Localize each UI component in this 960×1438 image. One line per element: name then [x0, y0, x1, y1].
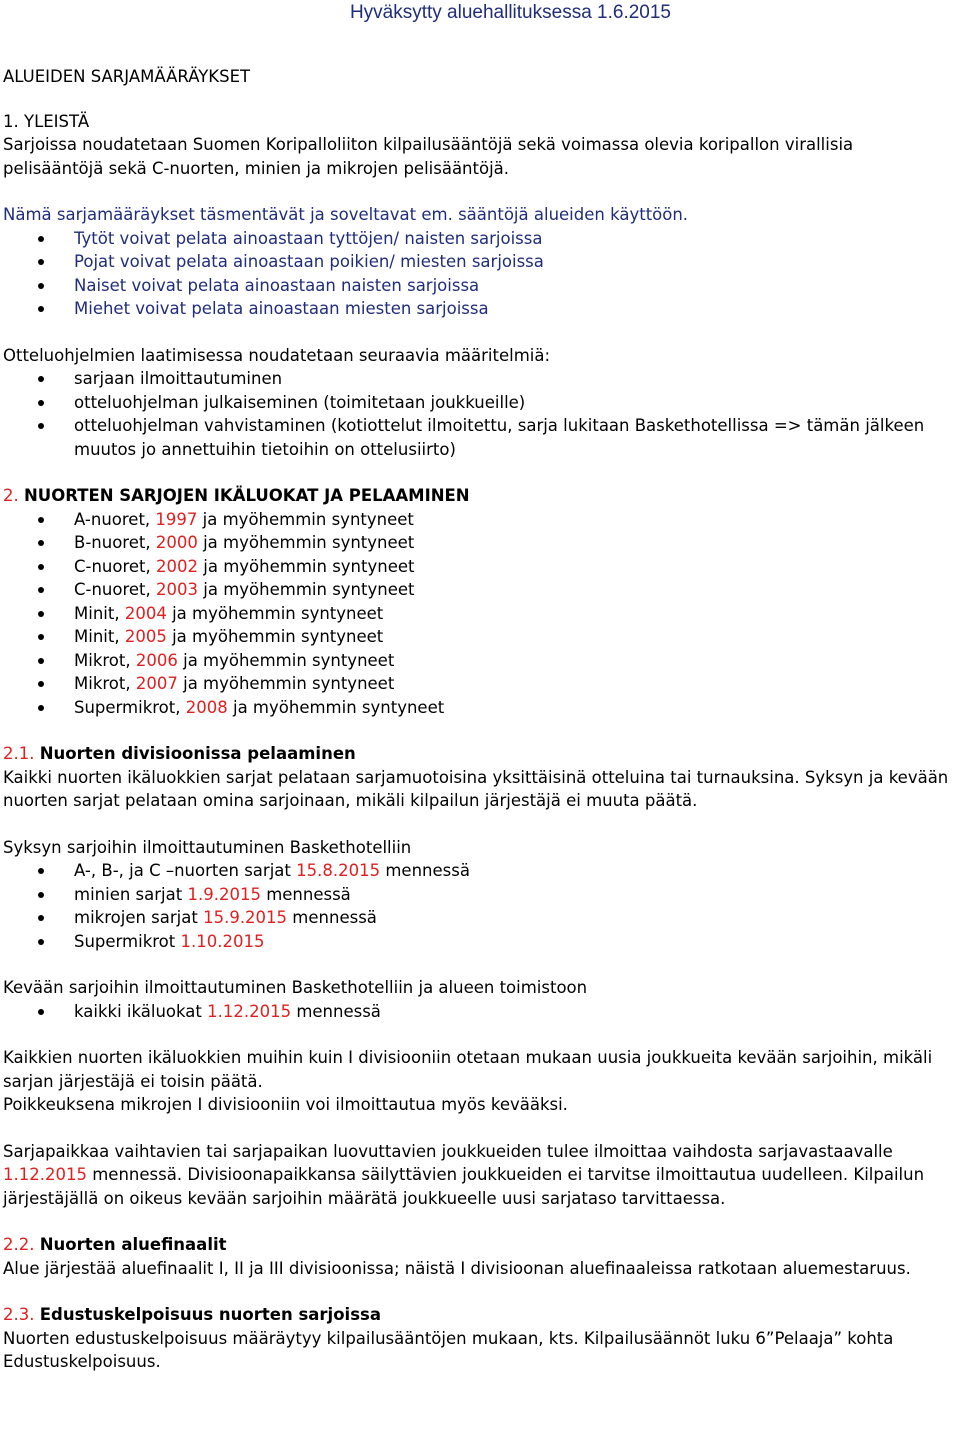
- section-1-heading: 1. YLEISTÄ: [3, 111, 90, 131]
- gender-rules-list: [3, 227, 958, 321]
- definitions-list: [3, 367, 958, 461]
- list-item: Mikrot, 2006 ja myöhemmin syntyneet: [3, 649, 958, 673]
- list-item: Mikrot, 2007 ja myöhemmin syntyneet: [3, 672, 958, 696]
- autumn-deadlines-list: [3, 859, 958, 953]
- list-item: mikrojen sarjat 15.9.2015 mennessä: [3, 906, 958, 930]
- list-item: Supermikrot 1.10.2015: [3, 930, 958, 954]
- section-1-paragraph-2: Nämä sarjamääräykset täsmentävät ja soveltavat em. sääntöjä alueiden käyttöön.: [3, 205, 689, 224]
- list-item: A-nuoret, 1997 ja myöhemmin syntyneet: [3, 508, 958, 532]
- approval-header: Hyväksytty aluehallituksessa 1.6.2015: [349, 2, 671, 23]
- section-2-1-paragraph-5: Poikkeuksena mikrojen I divisiooniin voi ilmoittautua myös kevääksi.: [3, 1095, 568, 1114]
- spring-deadlines-list: [3, 1000, 958, 1024]
- section-2-1-paragraph-1: Kaikki nuorten ikäluokkien sarjat pelataan sarjamuotoisina yksittäisinä otteluina tai turnauksina. Syksyn ja kevään nuorten sarjat pelataan omina sarjoinaan, mikäli kilpailun järjestäjä ei muuta päätä.: [3, 767, 949, 810]
- list-item: B-nuoret, 2000 ja myöhemmin syntyneet: [3, 531, 958, 555]
- section-2-heading: 2. NUORTEN SARJOJEN IKÄLUOKAT JA PELAAMINEN: [3, 486, 470, 505]
- section-2-1-paragraph-3: Kevään sarjoihin ilmoittautuminen Baskethotelliin ja alueen toimistoon: [3, 978, 588, 997]
- section-2-1-paragraph-4: Kaikkien nuorten ikäluokkien muihin kuin I divisiooniin otetaan mukaan uusia joukkueita kevään sarjoihin, mikäli sarjan järjestäjä ei toisin päätä.: [3, 1048, 933, 1091]
- section-2-1-heading: 2.1. Nuorten divisioonissa pelaaminen: [3, 744, 356, 763]
- list-item: otteluohjelman julkaiseminen (toimitetaan joukkueille): [3, 391, 958, 415]
- list-item: Minit, 2004 ja myöhemmin syntyneet: [3, 602, 958, 626]
- section-1-paragraph-3: Otteluohjelmien laatimisessa noudatetaan seuraavia määritelmiä:: [3, 345, 551, 365]
- list-item: Minit, 2005 ja myöhemmin syntyneet: [3, 625, 958, 649]
- list-item: C-nuoret, 2003 ja myöhemmin syntyneet: [3, 578, 958, 602]
- section-2-3-paragraph: Nuorten edustuskelpoisuus määräytyy kilpailusääntöjen mukaan, kts. Kilpailusäännöt luku 6”Pelaaja” kohta Edustuskelpoisuus.: [3, 1328, 894, 1371]
- document: [3, 0, 958, 1374]
- list-item: minien sarjat 1.9.2015 mennessä: [3, 883, 958, 907]
- section-2-2-paragraph: Alue järjestää aluefinaalit I, II ja III divisioonissa; näistä I divisioonan aluefinaaleissa ratkotaan aluemestaruus.: [3, 1258, 911, 1278]
- list-item: Miehet voivat pelata ainoastaan miesten sarjoissa: [3, 297, 958, 321]
- list-item: Naiset voivat pelata ainoastaan naisten sarjoissa: [3, 274, 958, 298]
- list-item: C-nuoret, 2002 ja myöhemmin syntyneet: [3, 555, 958, 579]
- list-item: kaikki ikäluokat 1.12.2015 mennessä: [3, 1000, 958, 1024]
- section-2-1-paragraph-2: Syksyn sarjoihin ilmoittautuminen Baskethotelliin: [3, 837, 412, 857]
- list-item: Pojat voivat pelata ainoastaan poikien/ miesten sarjoissa: [3, 250, 958, 274]
- section-2-1-paragraph-6: Sarjapaikkaa vaihtavien tai sarjapaikan luovuttavien joukkueiden tulee ilmoittaa vaihdosta sarjavastaavalle 1.12.2015 mennessä. Divisioonapaikkansa säilyttävien joukkueiden ei tarvitse ilmoittautua uudelleen. Kilpailun järjestäjällä on oikeus kevään sarjoihin määrätä joukkueelle uusi sarjataso tarvittaessa.: [3, 1141, 925, 1208]
- list-item: Supermikrot, 2008 ja myöhemmin syntyneet: [3, 696, 958, 720]
- list-item: sarjaan ilmoittautuminen: [3, 367, 958, 391]
- section-2-3-heading: 2.3. Edustuskelpoisuus nuorten sarjoissa: [3, 1305, 381, 1324]
- list-item: otteluohjelman vahvistaminen (kotiottelut ilmoitettu, sarja lukitaan Baskethotellissa => tämän jälkeen muutos jo annettuihin tietoihin on ottelusiirto): [3, 414, 958, 461]
- section-2-2-heading: 2.2. Nuorten aluefinaalit: [3, 1235, 227, 1254]
- section-1-paragraph-1: Sarjoissa noudatetaan Suomen Koripalloliiton kilpailusääntöjä sekä voimassa olevia koripallon virallisia pelisääntöjä sekä C-nuorten, minien ja mikrojen pelisääntöjä.: [3, 135, 854, 178]
- list-item: A-, B-, ja C –nuorten sarjat 15.8.2015 mennessä: [3, 859, 958, 883]
- age-classes-list: [3, 508, 958, 720]
- document-title: ALUEIDEN SARJAMÄÄRÄYKSET: [3, 67, 251, 86]
- list-item: Tytöt voivat pelata ainoastaan tyttöjen/ naisten sarjoissa: [3, 227, 958, 251]
